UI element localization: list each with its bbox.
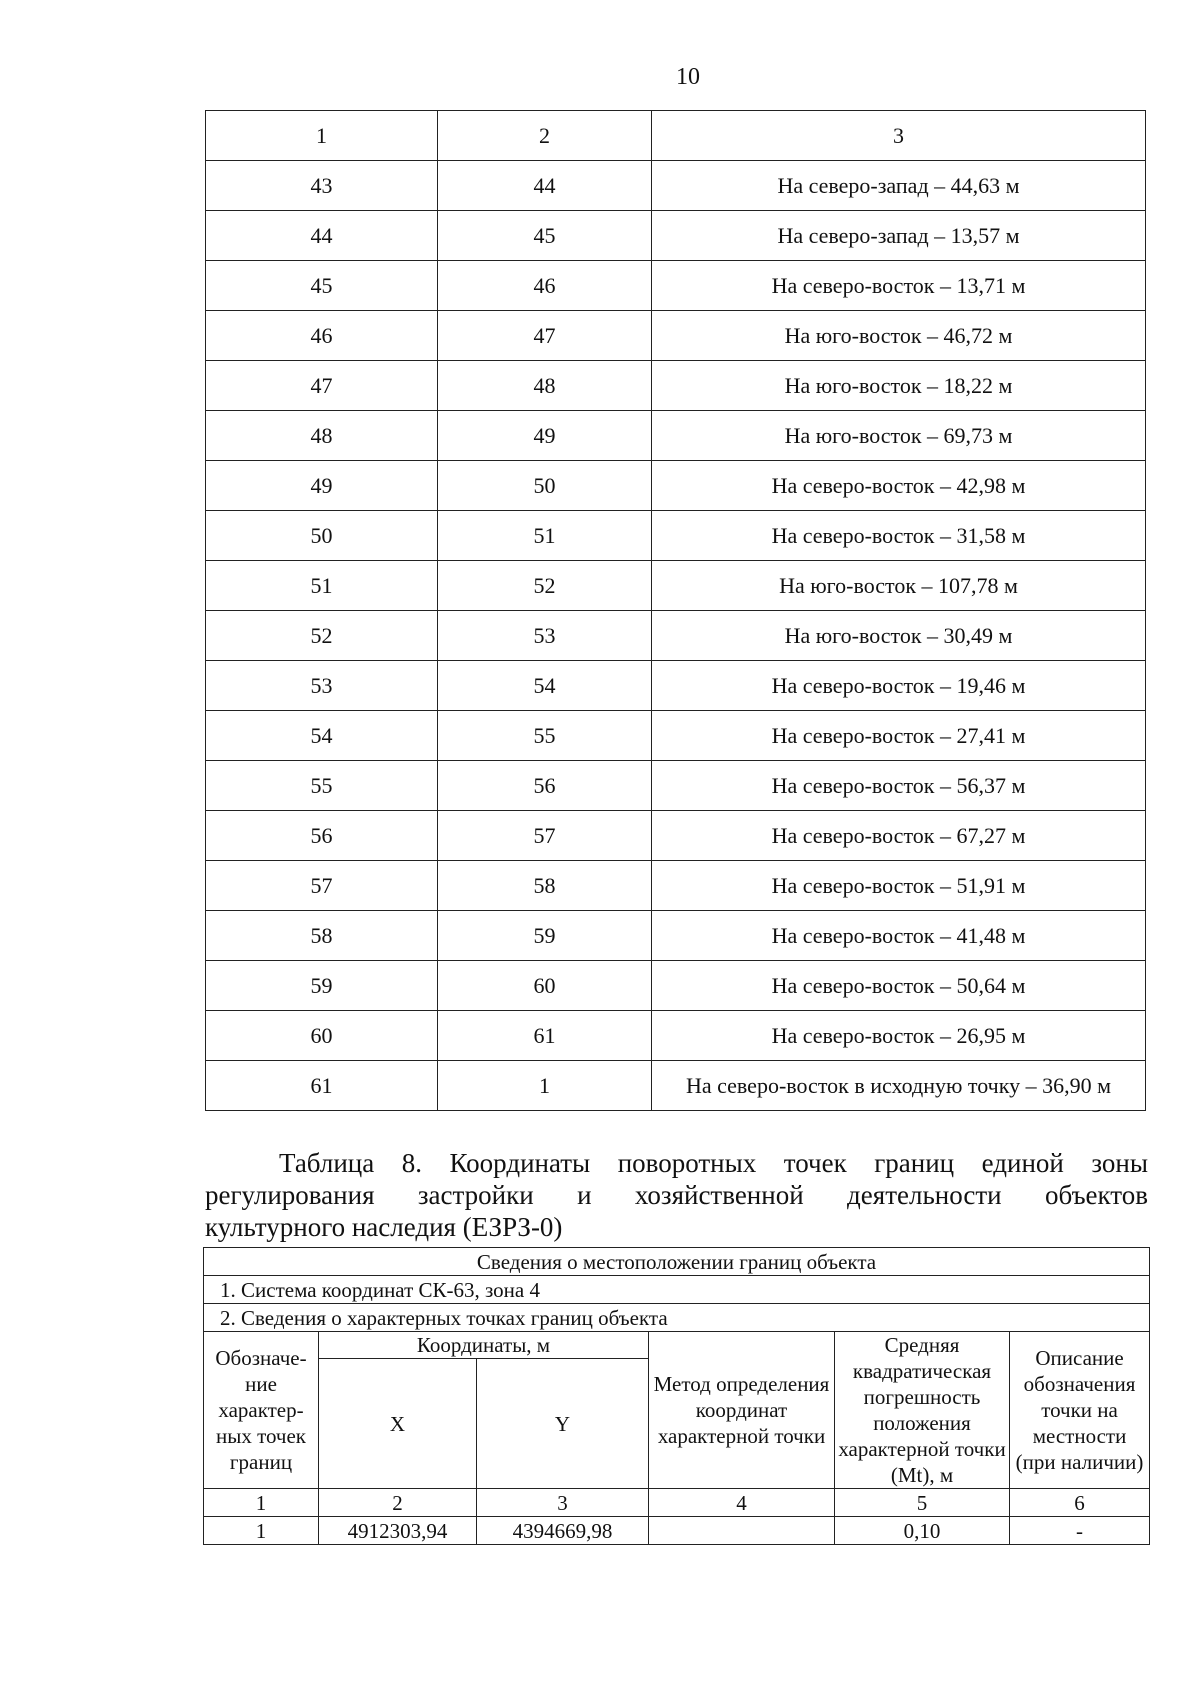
table-cell: 53 xyxy=(438,611,652,661)
table-row xyxy=(206,461,1146,511)
table-cell: 46 xyxy=(438,261,652,311)
table-cell: 50 xyxy=(438,461,652,511)
table-cell: На северо-восток – 50,64 м xyxy=(652,961,1146,1011)
table-cell: На северо-восток – 26,95 м xyxy=(652,1011,1146,1061)
table-cell: - xyxy=(1010,1517,1150,1545)
table-cell: 44 xyxy=(206,211,438,261)
page-number: 10 xyxy=(676,64,700,90)
table-cell: 48 xyxy=(438,361,652,411)
table-row xyxy=(206,211,1146,261)
table-cell: На северо-восток – 19,46 м xyxy=(652,661,1146,711)
table-cell: На северо-восток – 42,98 м xyxy=(652,461,1146,511)
table-cell: 1 xyxy=(204,1517,319,1545)
table-row xyxy=(206,861,1146,911)
table-caption xyxy=(205,1147,1148,1243)
table-cell: На северо-восток – 41,48 м xyxy=(652,911,1146,961)
table-cell: 51 xyxy=(206,561,438,611)
table-cell: 47 xyxy=(206,361,438,411)
coordinate-system: 1. Система координат СК-63, зона 4 xyxy=(204,1276,1150,1304)
column-number: 6 xyxy=(1010,1489,1150,1517)
table-cell: 55 xyxy=(438,711,652,761)
table-cell: 48 xyxy=(206,411,438,461)
table-row xyxy=(206,661,1146,711)
header-designation: Обозначе-ние характер-ных точек границ xyxy=(204,1332,319,1489)
table-row xyxy=(206,911,1146,961)
table-header-row xyxy=(206,111,1146,161)
table-cell: 59 xyxy=(206,961,438,1011)
points-heading-row xyxy=(204,1304,1150,1332)
boundary-segments-table-body xyxy=(206,111,1146,1111)
table-row xyxy=(206,1061,1146,1111)
table-row xyxy=(206,311,1146,361)
table-cell: На северо-восток – 31,58 м xyxy=(652,511,1146,561)
column-numbers-row xyxy=(204,1489,1150,1517)
table-cell: 4912303,94 xyxy=(319,1517,477,1545)
table-cell: На северо-восток – 56,37 м xyxy=(652,761,1146,811)
table-cell: 59 xyxy=(438,911,652,961)
table-cell: 43 xyxy=(206,161,438,211)
coordinate-system-row xyxy=(204,1276,1150,1304)
table-cell: 57 xyxy=(438,811,652,861)
caption-line: культурного наследия (ЕЗРЗ-0) xyxy=(205,1212,563,1242)
table-cell: 54 xyxy=(438,661,652,711)
coordinates-table xyxy=(203,1247,1150,1545)
table-row xyxy=(206,1011,1146,1061)
table-cell: 49 xyxy=(206,461,438,511)
table-cell: На северо-восток – 13,71 м xyxy=(652,261,1146,311)
table-cell: 60 xyxy=(206,1011,438,1061)
table-cell: На юго-восток – 18,22 м xyxy=(652,361,1146,411)
table-cell: 47 xyxy=(438,311,652,361)
table-cell: 55 xyxy=(206,761,438,811)
column-number: 4 xyxy=(649,1489,835,1517)
table-cell: На северо-восток – 51,91 м xyxy=(652,861,1146,911)
table-cell: На юго-восток – 30,49 м xyxy=(652,611,1146,661)
table-cell: На северо-запад – 44,63 м xyxy=(652,161,1146,211)
table-row xyxy=(206,811,1146,861)
coordinates-table-body xyxy=(204,1248,1150,1545)
table-row xyxy=(206,361,1146,411)
table-cell: 46 xyxy=(206,311,438,361)
column-number: 3 xyxy=(477,1489,649,1517)
table-cell: На северо-восток – 27,41 м xyxy=(652,711,1146,761)
header-x: X xyxy=(319,1359,477,1489)
table-cell: 0,10 xyxy=(835,1517,1010,1545)
table-cell: 56 xyxy=(206,811,438,861)
table-cell: На юго-восток – 107,78 м xyxy=(652,561,1146,611)
table-cell: 52 xyxy=(206,611,438,661)
table-cell: 57 xyxy=(206,861,438,911)
table-title-row xyxy=(204,1248,1150,1276)
table-cell: 51 xyxy=(438,511,652,561)
table-cell: 61 xyxy=(438,1011,652,1061)
table-row xyxy=(206,511,1146,561)
table-row xyxy=(206,611,1146,661)
header-error: Средняя квадратическая погрешность положения характерной точки (Mt), м xyxy=(835,1332,1010,1489)
table-cell: 50 xyxy=(206,511,438,561)
column-number: 1 xyxy=(204,1489,319,1517)
table-cell: На северо-восток в исходную точку – 36,90 м xyxy=(652,1061,1146,1111)
table-row xyxy=(206,561,1146,611)
points-heading: 2. Сведения о характерных точках границ объекта xyxy=(204,1304,1150,1332)
header-cell: 1 xyxy=(206,111,438,161)
table-cell: 56 xyxy=(438,761,652,811)
table-row xyxy=(206,411,1146,461)
boundary-segments-table xyxy=(205,110,1146,1111)
table-row xyxy=(206,711,1146,761)
table-cell: 1 xyxy=(438,1061,652,1111)
table-cell: 61 xyxy=(206,1061,438,1111)
column-number: 2 xyxy=(319,1489,477,1517)
table-cell: На северо-восток – 67,27 м xyxy=(652,811,1146,861)
table-cell: 58 xyxy=(438,861,652,911)
table-cell: На юго-восток – 46,72 м xyxy=(652,311,1146,361)
column-number: 5 xyxy=(835,1489,1010,1517)
table-cell: 54 xyxy=(206,711,438,761)
header-method: Метод определения координат характерной точки xyxy=(649,1332,835,1489)
table-cell: 45 xyxy=(438,211,652,261)
table-cell: На юго-восток – 69,73 м xyxy=(652,411,1146,461)
table-cell: 58 xyxy=(206,911,438,961)
header-y: Y xyxy=(477,1359,649,1489)
table-cell: 4394669,98 xyxy=(477,1517,649,1545)
table-title: Сведения о местоположении границ объекта xyxy=(204,1248,1150,1276)
table-row xyxy=(206,961,1146,1011)
header-coordinates: Координаты, м xyxy=(319,1332,649,1359)
header-cell: 3 xyxy=(652,111,1146,161)
table-row xyxy=(204,1517,1150,1545)
table-cell: На северо-запад – 13,57 м xyxy=(652,211,1146,261)
caption-line: регулирования застройки и хозяйственной деятельности объектов xyxy=(205,1180,1148,1210)
table-row xyxy=(206,261,1146,311)
table-row xyxy=(206,761,1146,811)
table-row xyxy=(206,161,1146,211)
table-header-row xyxy=(204,1332,1150,1359)
table-cell: 45 xyxy=(206,261,438,311)
header-description: Описание обозначения точки на местности (при наличии) xyxy=(1010,1332,1150,1489)
table-cell: 53 xyxy=(206,661,438,711)
table-cell: 49 xyxy=(438,411,652,461)
table-cell xyxy=(649,1517,835,1545)
header-cell: 2 xyxy=(438,111,652,161)
table-cell: 52 xyxy=(438,561,652,611)
caption-line: Таблица 8. Координаты поворотных точек границ единой зоны xyxy=(279,1148,1148,1178)
table-cell: 60 xyxy=(438,961,652,1011)
table-cell: 44 xyxy=(438,161,652,211)
